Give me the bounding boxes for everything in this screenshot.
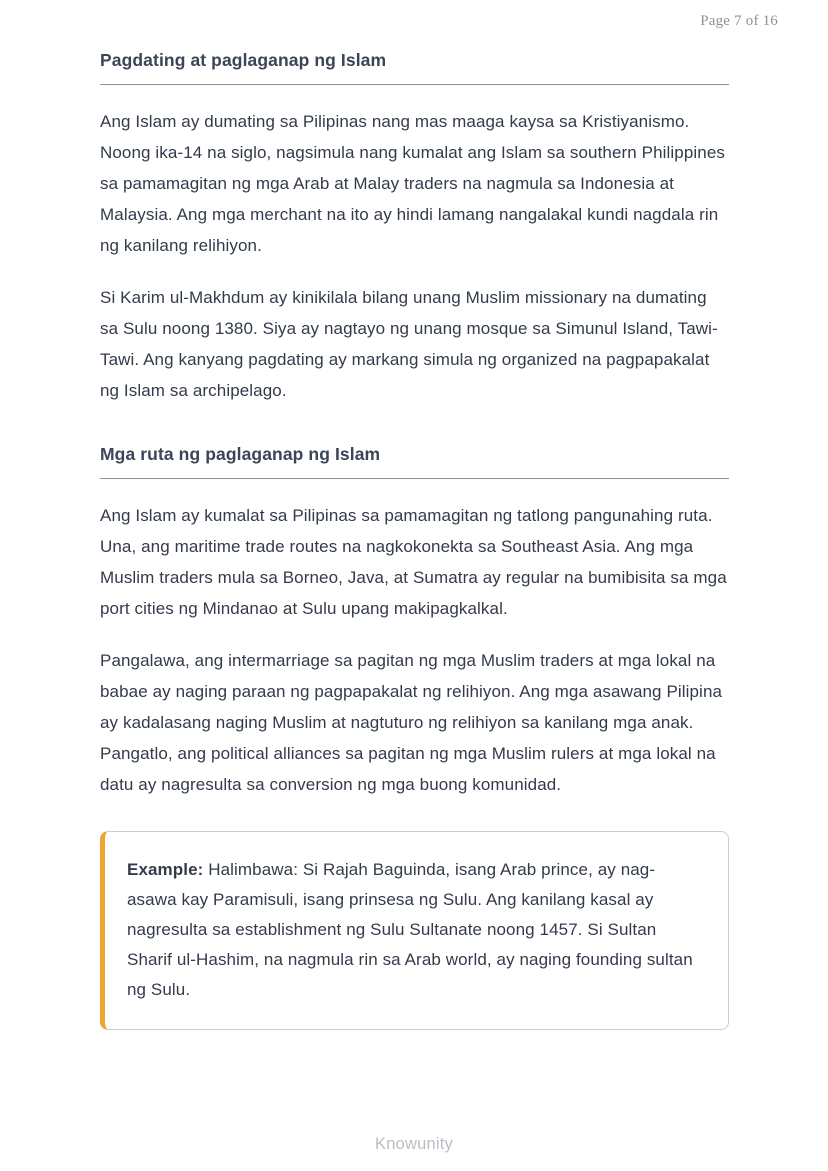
example-box xyxy=(100,831,729,1030)
example-paragraph xyxy=(127,855,698,1005)
paragraph: Si Karim ul-Makhdum ay kinikilala bilang unang Muslim missionary na dumating sa Sulu noong 1380. Siya ay nagtayo ng unang mosque sa Simunul Island, Tawi-Tawi. Ang kanyang pagdating ay markang simula ng organized na pagpapakalat ng Islam sa archipelago. xyxy=(100,288,718,400)
paragraph: Ang Islam ay kumalat sa Pilipinas sa pamamagitan ng tatlong pangunahing ruta. Una, ang maritime trade routes na nagkokonekta sa Southeast Asia. Ang mga Muslim traders mula sa Borneo, Java, at Sumatra ay regular na bumibisita sa mga port cities ng Mindanao at Sulu upang makipagkalkal. xyxy=(100,506,727,618)
heading-rule xyxy=(100,84,729,85)
section-heading-mga-ruta: Mga ruta ng paglaganap ng Islam xyxy=(100,444,381,464)
page-content xyxy=(100,48,729,1030)
example-label: Example: xyxy=(127,860,204,879)
heading-rule xyxy=(100,478,729,479)
footer-brand: Knowunity xyxy=(375,1135,453,1153)
page-indicator: Page 7 of 16 xyxy=(700,13,778,29)
paragraph: Ang Islam ay dumating sa Pilipinas nang mas maaga kaysa sa Kristiyanismo. Noong ika-14 na siglo, nagsimula nang kumalat ang Islam sa southern Philippines sa pamamagitan ng mga Arab at Malay traders na nagmula sa Indonesia at Malaysia. Ang mga merchant na ito ay hindi lamang nangalakal kundi nagdala rin ng kanilang relihiyon. xyxy=(100,112,725,255)
paragraph: Pangalawa, ang intermarriage sa pagitan ng mga Muslim traders at mga lokal na babae ay naging paraan ng pagpapakalat ng relihiyon. Ang mga asawang Pilipina ay kadalasang naging Muslim at nagtuturo ng relihiyon sa kanilang mga anak. Pangatlo, ang political alliances sa pagitan ng mga Muslim rulers at mga lokal na datu ay nagresulta sa conversion ng mga buong komunidad. xyxy=(100,651,723,794)
example-text: Halimbawa: Si Rajah Baguinda, isang Arab prince, ay nag-asawa kay Paramisuli, isang prinsesa ng Sulu. Ang kanilang kasal ay nagresulta sa establishment ng Sulu Sultanate noong 1457. Si Sultan Sharif ul-Hashim, na nagmula rin sa Arab world, ay naging founding sultan ng Sulu. xyxy=(127,860,693,999)
section-heading-pagdating: Pagdating at paglaganap ng Islam xyxy=(100,50,387,70)
